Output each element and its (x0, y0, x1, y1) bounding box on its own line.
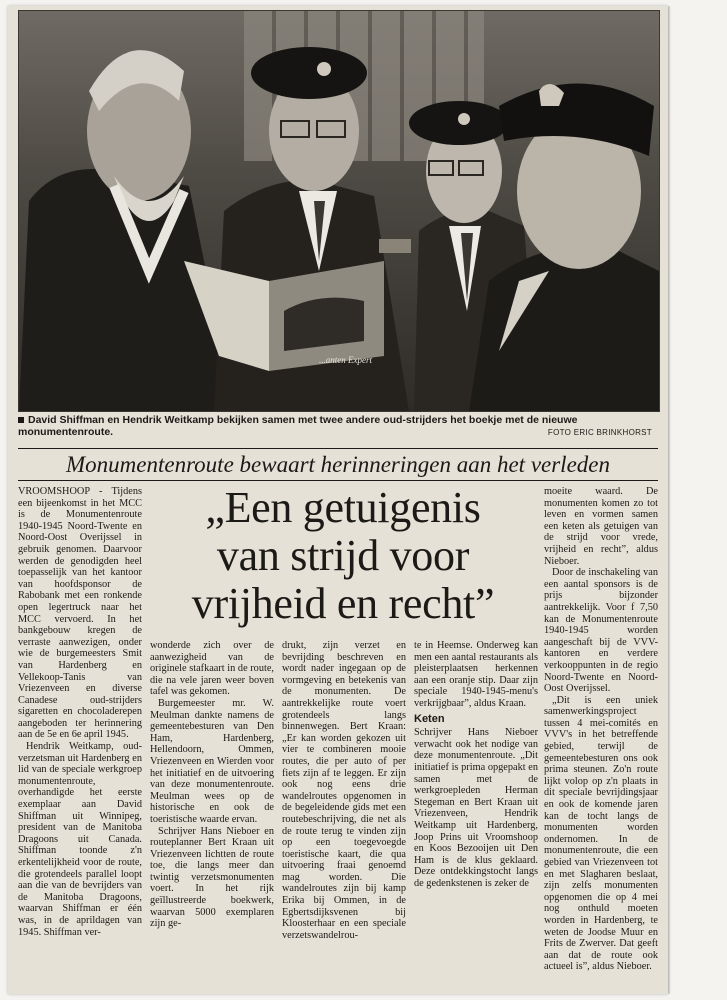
news-photo (18, 10, 660, 412)
column-1-paragraph-2: Hendrik Weitkamp, oud-verzetsman uit Hardenberg en lid van de speciale werkgroep monumentenroute, overhandigde het eerste exemplaar aan David Shiffman uit Winnipeg, president van de Manitoba Dragoons uit Canada. Shiffman toonde z'n erkentelijkheid voor de route, die grotendeels parallel loopt aan die van de bevrijders van de Manitoba Dragoons, waarvan Shiffman er één was, in de aprildagen van 1945. Shiffman ver- (18, 741, 142, 938)
article-kicker: Monumentenroute bewaart herinneringen aan het verleden (66, 452, 610, 477)
article-column-4 (414, 640, 538, 986)
svg-text:...anten Expert: ...anten Expert (319, 355, 372, 365)
article-headline (150, 484, 536, 628)
column-2-paragraph-2: Burgemeester mr. W. Meulman dankte namens de gemeentebesturen van Den Ham, Hardenberg, Hellendoorn, Ommen, Vriezenveen en Wierden voor het initiatief en de uitvoering van deze monumentenroute. Meulman wees op de historische en ook de toeristische waarde ervan. (150, 697, 274, 825)
man-left-figure (19, 50, 234, 411)
column-2-paragraph-1: wonderde zich over de aanwezigheid van de originele stafkaart in de route, die na vele jaren weer boven tafel was gekomen. (150, 640, 274, 698)
article-column-2 (150, 640, 274, 986)
column-5-paragraph-2: Door de inschakeling van een aantal sponsors is de prijs bijzonder aantrekkelijk. Voor f 7,50 kan de Monumentenroute 1940-1945 worden aangeschaft bij de VVV-kantoren en verdere verkooppunten in de regio Noord-Twente en Noord-Oost Overijssel. (544, 567, 658, 695)
column-5-paragraph-1: moeite waard. De monumenten komen zo tot leven en vormen samen een keten als getuigen van de strijd voor vrede, vrijheid en recht”, aldus Nieboer. (544, 486, 658, 567)
newspaper-clipping (8, 6, 668, 994)
photo-credit: FOTO ERIC BRINKHORST (547, 428, 652, 437)
column-4-paragraph-1: te in Heemse. Onderweg kan men een aantal restaurants als pleisterplaatsen herkennen aan een oranje stip. Daar zijn speciale 1940-1945-menu's verkrijgbaar”, aldus Kraan. (414, 640, 538, 709)
column-4-paragraph-2: Schrijver Hans Nieboer verwacht ook het nodige van deze monumentenroute. „Dit initiatief is prima opgepakt en samen met de werkgroepleden Herman Stegeman en Bert Kraan uit Vriezenveen, Hendrik Weitkamp uit Hardenberg, Joop Prins uit Vroomshoop en Koos Bezooijen uit Den Ham is de klus geklaard. Deze ontdekkingstocht langs de gedenkstenen is zeker de (414, 727, 538, 889)
column-2-paragraph-3: Schrijver Hans Nieboer en routeplanner Bert Kraan uit Vriezenveen lichtten de route toe, die langs meer dan twintig verzetsmonumenten voert. In het rijk geïllustreerde boekwerk, waarvan 5000 exemplaren zijn ge- (150, 825, 274, 930)
headline-line-3: vrijheid en recht” (191, 579, 495, 628)
column-4-subheading: Keten (414, 712, 445, 725)
article-column-1 (18, 486, 142, 986)
headline-line-2: van strijd voor (216, 531, 470, 580)
headline-line-1: „Een getuigenis (205, 483, 481, 532)
article-column-3 (282, 640, 406, 986)
caption-bullet-icon (18, 417, 24, 423)
photo-illustration (19, 11, 659, 411)
column-1-paragraph-1: VROOMSHOOP - Tijdens een bijeenkomst in het MCC is de Monumentenroute 1940-1945 Noord-Twente en Noord-Oost Overijssel in gebruik genomen. Daarvoor werden de genodigden heel toepasselijk van het kantoor van hoofdsponsor de Rabobank met een ronkende open legertruck naar het MCC vervoerd. In het bankgebouw kregen de verraste aanwezigen, onder wie de burgemeesters Smit van Hardenberg en Vellekoop-Tanis van Vriezenveen en diverse Canadese oud-strijders sigaretten en chocoladerepen aangeboden ter herinnering aan de 5e en 6e april 1945. (18, 486, 142, 741)
kicker-rule-top (18, 448, 658, 449)
article-column-5 (544, 486, 658, 986)
photo-caption: David Shiffman en Hendrik Weitkamp bekijken samen met twee andere oud-strijders het boekje met de nieuwe monumentenroute. (18, 414, 578, 438)
column-3-paragraph-1: drukt, zijn verzet en bevrijding beschreven en wordt nader ingegaan op de vormgeving en betekenis van de monumenten. De aantrekkelijke route voert grotendeels langs binnenwegen. Bert Kraan: „Er kan worden gekozen uit vier te combineren mooie routes, die per auto of per fiets zijn af te leggen. Er zijn ook nog eens drie wandelroutes opgenomen in de begeleidende gids met een routebeschrijving, die net als de route terug te vinden zijn op een toegevoegde toeristische kaart, die qua uitvoering fraai genoemd mag worden. Die wandelroutes zijn bij kamp Erika bij Ommen, in de Egbertsdijksvenen bij Kloosterhaar en een speciale verzetswandelrou- (282, 640, 406, 941)
paper-edge-shadow (668, 6, 671, 994)
kicker-rule-bottom (18, 480, 658, 481)
column-5-paragraph-3: „Dit is een uniek samenwerkingsproject tussen 4 mei-comités en VVV's in het betreffende gebied, terwijl de gemeentebesturen ons ook prima steunen. Zo'n route lijkt volop op z'n plaats in dit speciale bevrijdingsjaar en ook de komende jaren kan de tocht langs de monumenten worden ondernomen. In de monumentenroute, die een gebied van Vriezenveen tot en met Slagharen beslaat, zijn zelfs monumenten opgenomen die op 4 mei nog onthuld moeten worden in Hardenberg, te weten de Joodse Muur en Frits de Zwerver. Dat geeft aan dat de route ook actueel is”, aldus Nieboer. (544, 694, 658, 973)
